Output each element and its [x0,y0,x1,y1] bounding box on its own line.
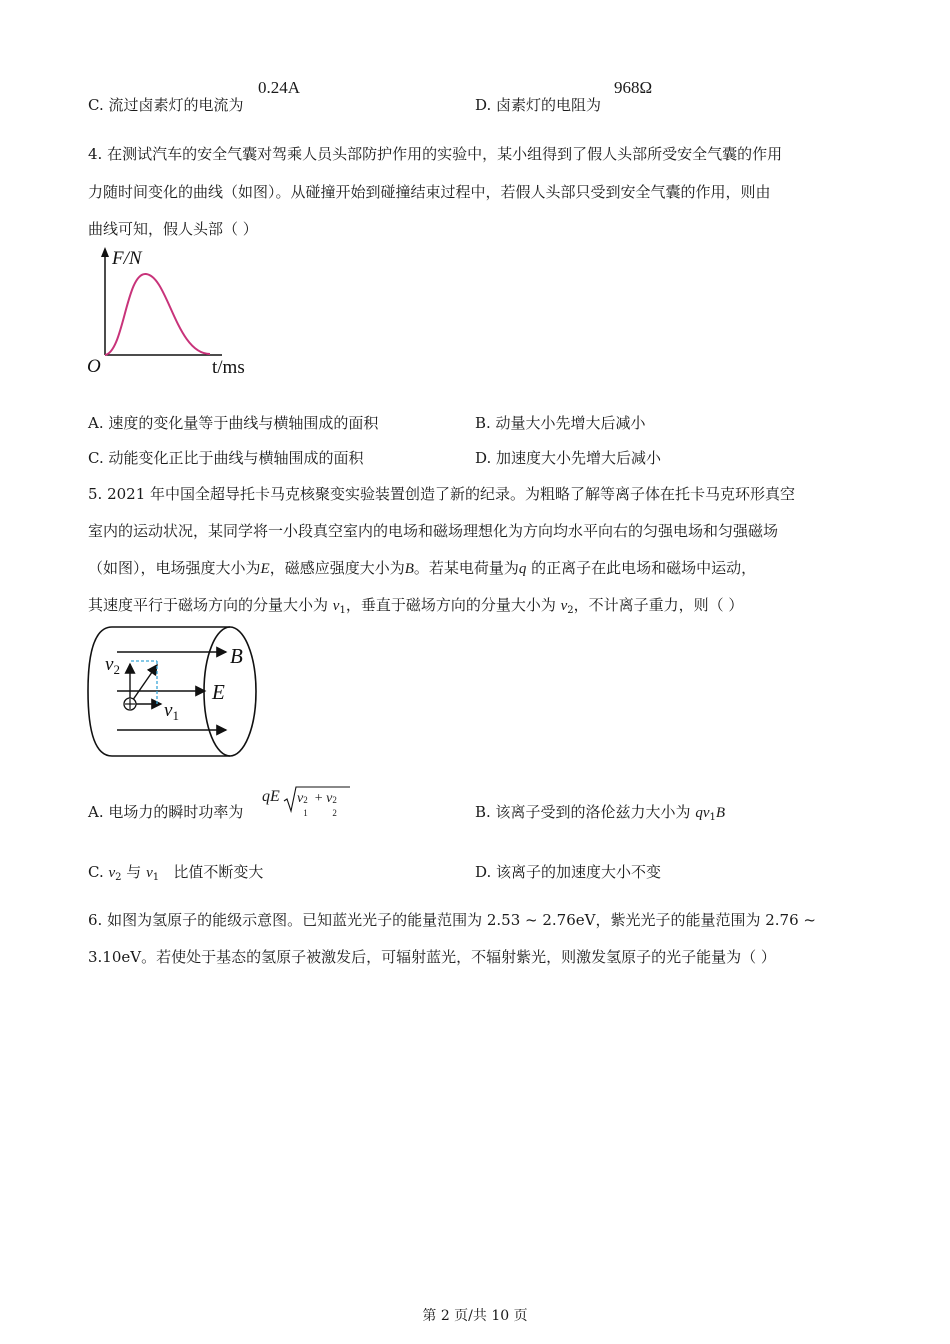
q5-option-a-radicand [297,791,340,818]
svg-text:F/N [111,248,143,269]
var-q: q [518,561,527,577]
q3-option-d-value: 968Ω [614,78,653,97]
q4-option-b: B. 动量大小先增大后减小 [475,414,646,432]
q5-option-c-mid: 与 [121,863,147,881]
q5-option-c [88,861,263,883]
var-v: v [326,791,333,806]
q5-line-4-part: ，垂直于磁场方向的分量大小为 [345,596,561,614]
q5-line-3 [88,557,756,578]
var-qv: qv [695,805,710,821]
q4-option-d: D. 加速度大小先增大后减小 [475,449,662,467]
q5-line-3-part: ，磁感应强度大小为 [269,559,405,577]
var-q: q [262,788,270,805]
var-v: v [297,791,304,806]
cylinder-left-cap [88,627,112,756]
label-v2: $v_2$ [105,654,120,677]
sub-2: 2 [115,872,122,883]
sup-2: 2 [332,795,337,805]
q5-line-2: 室内的运动状况，某同学将一小段真空室内的电场和磁场理想化为方向均水平向右的匀强电场和匀强磁场 [88,522,779,540]
q4-line-2: 力随时间变化的曲线（如图）。从碰撞开始到碰撞结束过程中，若假人头部只受到安全气囊的作用，则由 [88,183,771,201]
q6-line-2: 3.10eV。若使处于基态的氢原子被激发后，可辐射蓝光，不辐射紫光，则激发氢原子的光子能量为（ ） [88,948,776,966]
q4-option-c: C. 动能变化正比于曲线与横轴围成的面积 [88,449,364,467]
q4-y-label: F/N [112,248,142,269]
plus-sign: + [314,791,323,806]
q5-option-c-suffix: 比值不断变大 [159,863,264,881]
q5-line-4 [88,594,743,616]
q5-line-4-part: 其速度平行于磁场方向的分量大小为 [88,596,333,614]
q5-option-a [88,801,243,822]
q4-option-a: A. 速度的变化量等于曲线与横轴围成的面积 [88,414,379,432]
sub-1: 1 [339,605,346,616]
q3-option-c-label: C. 流过卤素灯的电流为 [88,96,244,114]
var-B: B [715,805,726,821]
q5-option-a-formula [262,788,280,806]
sub-1: 1 [303,808,308,818]
var-E: E [260,561,270,577]
var-v: v [146,865,153,881]
q6-line-1: 6. 如图为氢原子的能级示意图。已知蓝光光子的能量范围为 2.53 ~ 2.76eV，紫光光子的能量范围为 2.76 ~ [88,911,816,929]
q3-option-c [88,94,243,115]
sub-2: 2 [332,808,337,818]
q4-line-3: 曲线可知，假人头部（ ） [88,220,258,238]
var-v: v [560,598,568,614]
q4-origin-label: O [87,356,101,377]
q5-option-d: D. 该离子的加速度大小不变 [475,863,662,881]
q5-field-figure [88,624,263,760]
sub-1: 1 [152,872,160,883]
var-v: v [332,598,340,614]
page-footer: 第 2 页/共 10 页 [422,1308,528,1324]
q5-option-b [475,801,725,823]
label-B: B [230,644,243,668]
q5-option-b-label: B. 该离子受到的洛伦兹力大小为 [475,803,696,821]
q5-line-4-part: ，不计离子重力，则（ ） [573,596,744,614]
sup-2: 2 [303,795,308,805]
var-v: v [108,865,116,881]
q3-option-d [475,94,601,115]
label-E: E [212,680,225,704]
q4-x-label: t/ms [212,357,245,378]
q5-line-1: 5. 2021 年中国全超导托卡马克核聚变实验装置创造了新的纪录。为粗略了解等离子体在托卡马克环形真空 [88,485,796,503]
velocity-resultant-arrow [130,665,157,704]
var-B: B [404,561,414,577]
q4-y-axis-arrow [101,247,109,257]
q5-line-3-part: 的正离子在此电场和磁场中运动， [526,559,757,577]
q3-option-c-value: 0.24A [258,78,301,97]
q5-line-3-part: 。若某电荷量为 [413,559,519,577]
sub-1: 1 [709,812,716,823]
label-v1: $v_1$ [164,700,179,723]
sub-2: 2 [567,605,574,616]
q4-line-1: 4. 在测试汽车的安全气囊对驾乘人员头部防护作用的实验中，某小组得到了假人头部所受安全气囊的作用 [88,145,783,163]
q5-option-a-label: A. 电场力的瞬时功率为 [88,803,244,821]
q4-force-time-figure [84,242,264,382]
q5-line-3-part: （如图），电场强度大小为 [88,559,261,577]
q5-option-c-prefix: C. [88,863,109,881]
q4-force-curve [105,274,210,355]
var-E: E [270,788,280,805]
q3-option-d-label: D. 卤素灯的电阻为 [475,96,602,114]
